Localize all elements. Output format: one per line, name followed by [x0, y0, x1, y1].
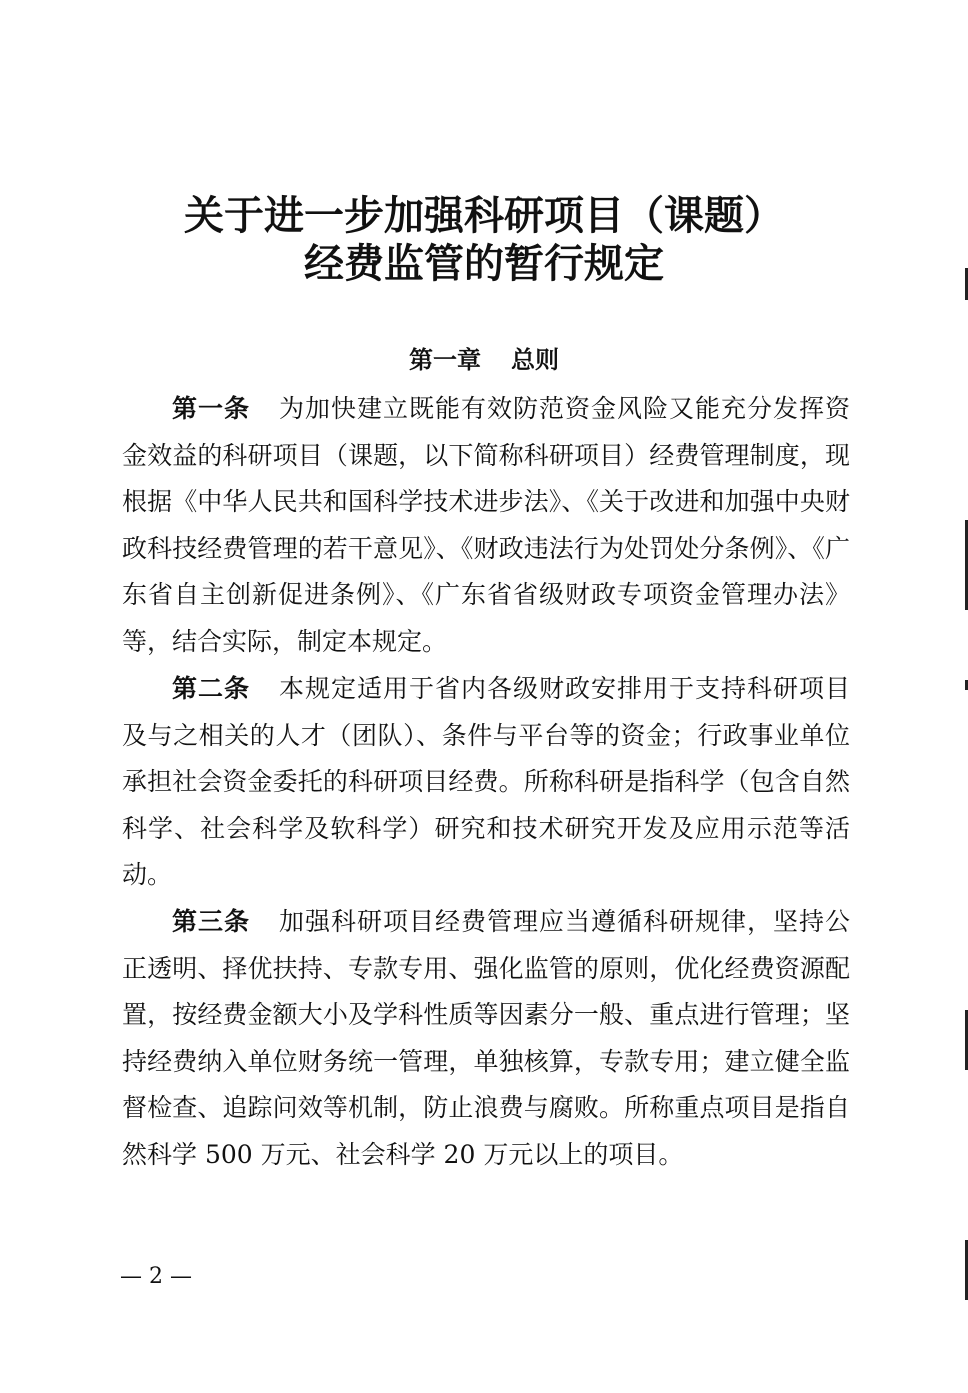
chapter-heading: [0, 343, 968, 377]
article-1-label: 第一条: [172, 394, 250, 423]
document-title-line-1: 关于进一步加强科研项目（课题）: [184, 193, 784, 239]
page-number: — 2 —: [120, 1264, 192, 1289]
article-1: [122, 386, 850, 666]
chapter-name: 总则: [511, 346, 559, 374]
article-2: [122, 666, 850, 899]
article-1-text: 为加快建立既能有效防范资金风险又能充分发挥资金效益的科研项目（课题，以下简称科研项目）经费管理制度，现根据《中华人民共和国科学技术进步法》、《关于改进和加强中央财政科技经费管理的若干意见》、《财政违法行为处罚处分条例》、《广东省自主创新促进条例》、《广东省省级财政专项资金管理办法》等，结合实际，制定本规定。: [122, 394, 850, 656]
article-3-label: 第三条: [172, 907, 250, 936]
chapter-number: 第一章: [409, 346, 481, 374]
article-3-text: 加强科研项目经费管理应当遵循科研规律，坚持公正透明、择优扶持、专款专用、强化监管的原则，优化经费资源配置，按经费金额大小及学科性质等因素分一般、重点进行管理；坚持经费纳入单位财务统一管理，单独核算，专款专用；建立健全监督检查、追踪问效等机制，防止浪费与腐败。所称重点项目是指自然科学 500 万元、社会科学 20 万元以上的项目。: [122, 907, 850, 1169]
article-2-label: 第二条: [172, 674, 250, 703]
document-title-line-2: 经费监管的暂行规定: [304, 241, 664, 287]
article-3: [122, 899, 850, 1179]
article-2-text: 本规定适用于省内各级财政安排用于支持科研项目及与之相关的人才（团队）、条件与平台等的资金；行政事业单位承担社会资金委托的科研项目经费。所称科研是指科学（包含自然科学、社会科学及软科学）研究和技术研究开发及应用示范等活动。: [122, 674, 850, 890]
